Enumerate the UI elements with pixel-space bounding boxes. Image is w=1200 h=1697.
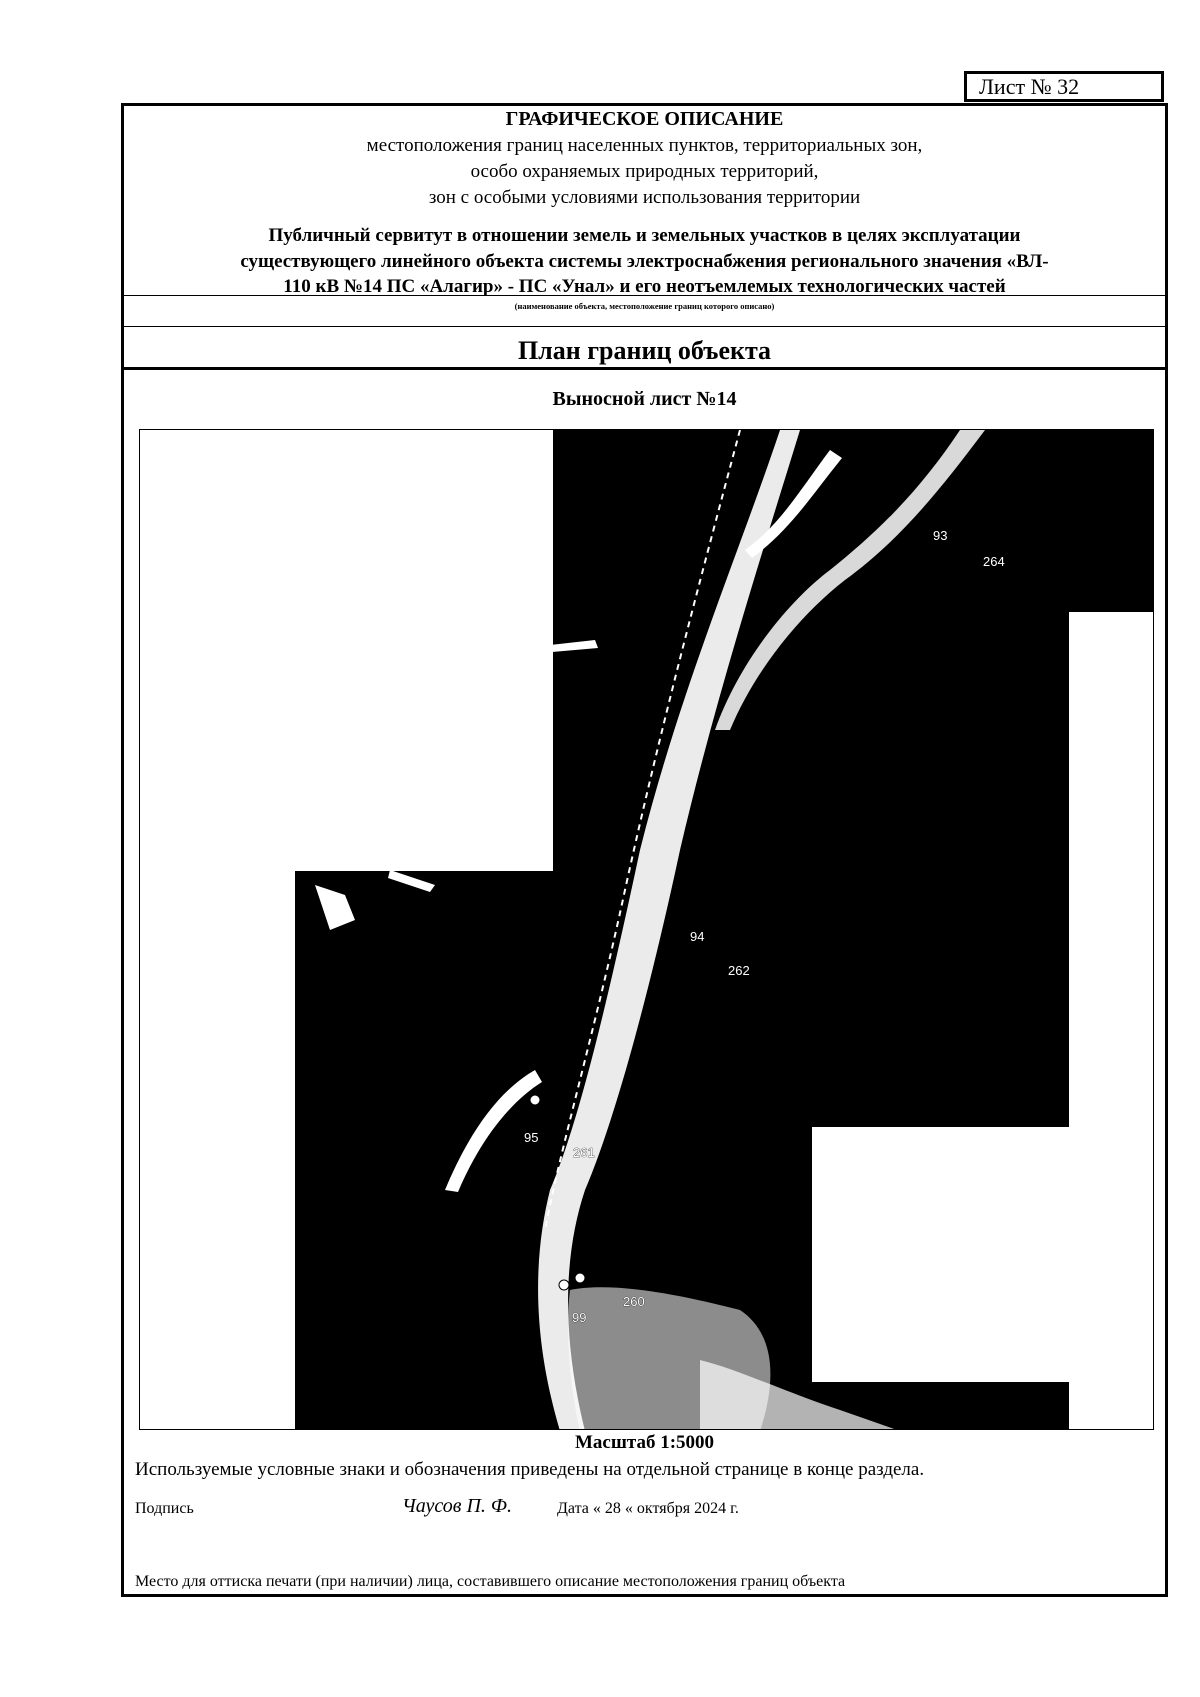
point-label: 94 <box>690 929 705 944</box>
outlier-sheet-title: Выносной лист №14 <box>552 388 737 410</box>
object-caption: (наименование объекта, местоположение границ которого описано) <box>514 301 775 311</box>
plan-title: План границ объекта <box>517 336 772 365</box>
signature-label: Подпись <box>135 1500 194 1517</box>
document-title: ГРАФИЧЕСКОЕ ОПИСАНИЕ <box>505 108 784 130</box>
point-label: 95 <box>524 1130 539 1145</box>
subtitle-line-2: особо охраняемых природных территорий, <box>470 161 819 182</box>
point-label: 262 <box>728 963 750 978</box>
map-svg <box>140 430 1154 1430</box>
point-marker <box>530 1095 540 1105</box>
scale-label: Масштаб 1:5000 <box>574 1432 715 1453</box>
legend-note: Используемые условные знаки и обозначения приведены на отдельной странице в конце раздела. <box>135 1459 925 1480</box>
point-label: 264 <box>983 554 1005 569</box>
point-label: 93 <box>933 528 948 543</box>
divider <box>121 367 1168 370</box>
point-label: 99 <box>572 1310 587 1325</box>
subtitle-line-1: местоположения границ населенных пунктов, территориальных зон, <box>366 135 923 156</box>
point-marker <box>559 1280 569 1290</box>
point-label: 260 <box>623 1294 645 1309</box>
seal-placeholder-text: Место для оттиска печати (при наличии) лица, составившего описание местоположения границ объекта <box>135 1573 846 1590</box>
map-dark-area <box>295 430 1154 1430</box>
point-marker <box>575 1273 585 1283</box>
point-label: 261 <box>573 1145 595 1160</box>
signer-name: Чаусов П. Ф. <box>402 1495 512 1517</box>
map-image <box>139 429 1154 1430</box>
object-line-3: 110 кВ №14 ПС «Алагир» - ПС «Унал» и его неотъемлемых технологических частей <box>283 276 1006 297</box>
signature-date: Дата « 28 « октября 2024 г. <box>557 1500 739 1517</box>
sheet-number-box <box>964 71 1164 102</box>
object-line-1: Публичный сервитут в отношении земель и земельных участков в целях эксплуатации <box>268 225 1021 246</box>
divider <box>121 326 1168 327</box>
object-line-2: существующего линейного объекта системы электроснабжения регионального значения «ВЛ- <box>240 251 1049 272</box>
sheet-number: Лист № 32 <box>979 74 1080 99</box>
subtitle-line-3: зон с особыми условиями использования территории <box>428 187 861 208</box>
